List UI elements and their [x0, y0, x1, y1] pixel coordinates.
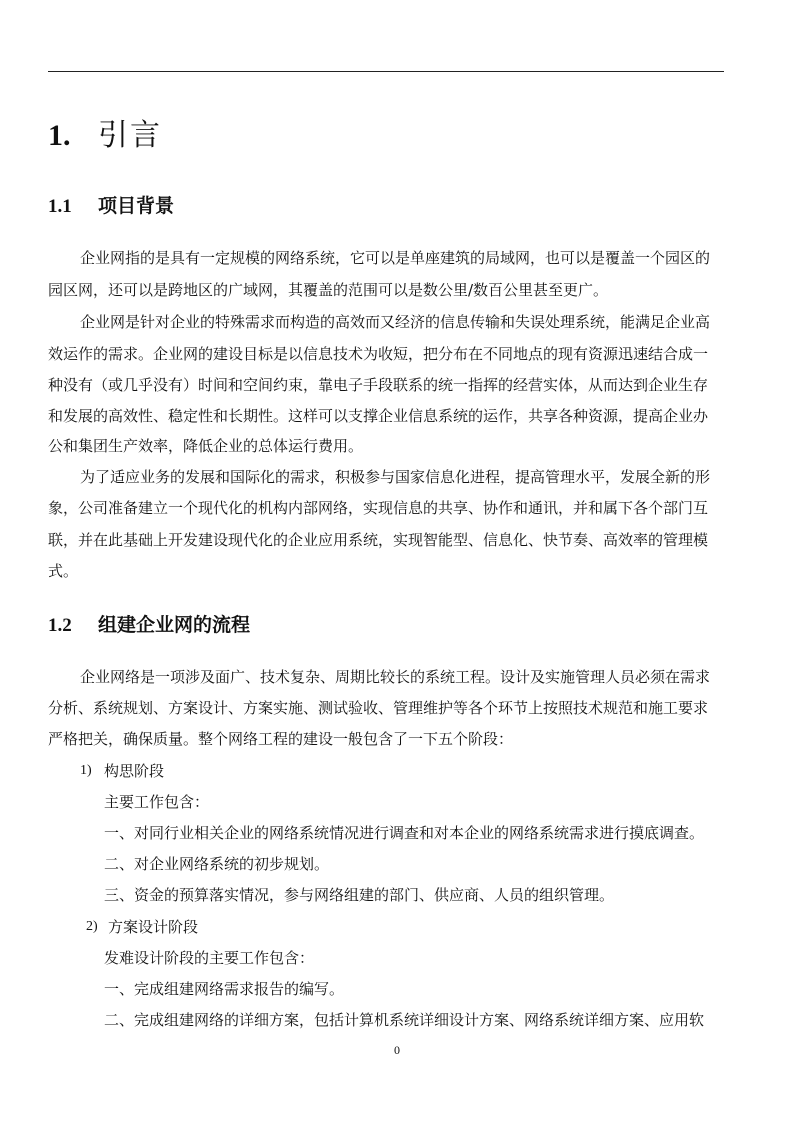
paragraph-line: 分析、系统规划、方案设计、方案实施、测试验收、管理维护等各个环节上按照技术规范和施工要求 — [48, 699, 709, 717]
stage-title: 方案设计阶段 — [108, 918, 199, 936]
section-title: 项目背景 — [98, 195, 175, 217]
paragraph-line: 企业网指的是具有一定规模的网络系统，它可以是单座建筑的局域网，也可以是覆盖一个园区的 — [80, 249, 711, 267]
section-number: 1.2 — [48, 615, 72, 636]
paragraph-line: 为了适应业务的发展和国际化的需求，积极参与国家信息化进程，提高管理水平，发展全新的形 — [80, 468, 711, 486]
paragraph-line: 严格把关，确保质量。整个网络工程的建设一般包含了一下五个阶段： — [48, 730, 514, 748]
stage-intro: 主要工作包含： — [104, 793, 210, 811]
page-number: 0 — [394, 1043, 400, 1057]
stage-item: 一、对同行业相关企业的网络系统情况进行调查和对本企业的网络系统需求进行摸底调查。 — [104, 824, 705, 842]
paragraph-line: 园区网，还可以是跨地区的广域网，其覆盖的范围可以是数公里/数百公里甚至更广。 — [48, 281, 609, 299]
header-rule — [48, 71, 724, 72]
paragraph-line: 式。 — [48, 562, 79, 580]
paragraph-line: 企业网络是一项涉及面广、技术复杂、周期比较长的系统工程。设计及实施管理人员必须在需求 — [80, 668, 711, 686]
stage-item: 三、资金的预算落实情况，参与网络组建的部门、供应商、人员的组织管理。 — [104, 886, 615, 904]
list-marker: 2) — [86, 919, 98, 934]
paragraph-line: 公和集团生产效率，降低企业的总体运行费用。 — [48, 437, 364, 455]
section-heading-1-1 — [48, 193, 174, 220]
paragraph-line: 象，公司准备建立一个现代化的机构内部网络，实现信息的共享、协作和通讯，并和属下各个部门互 — [48, 499, 709, 517]
paragraph-line: 种没有（或几乎没有）时间和空间约束，靠电子手段联系的统一指挥的经营实体，从而达到企业生存 — [48, 376, 709, 394]
section-title: 组建企业网的流程 — [98, 614, 251, 636]
paragraph-line: 和发展的高效性、稳定性和长期性。这样可以支撑企业信息系统的运作，共享各种资源，提高企业办 — [48, 407, 709, 425]
paragraph-line: 联，并在此基础上开发建设现代化的企业应用系统，实现智能型、信息化、快节奏、高效率的管理模 — [48, 531, 709, 549]
list-marker: 1) — [80, 763, 92, 778]
stage-item: 二、完成组建网络的详细方案，包括计算机系统详细设计方案、网络系统详细方案、应用软 — [104, 1011, 705, 1029]
section-heading-1-2 — [48, 612, 250, 639]
stage-title: 构思阶段 — [104, 762, 165, 780]
chapter-title: 引言 — [98, 118, 162, 153]
paragraph-line: 企业网是针对企业的特殊需求而构造的高效而又经济的信息传输和失误处理系统，能满足企业高 — [80, 313, 711, 331]
stage-intro: 发难设计阶段的主要工作包含： — [104, 949, 315, 967]
section-number: 1.1 — [48, 196, 72, 217]
chapter-number: 1. — [48, 119, 71, 152]
paragraph-line: 效运作的需求。企业网的建设目标是以信息技术为收短，把分布在不同地点的现有资源迅速结合成一 — [48, 345, 709, 363]
stage-item: 二、对企业网络系统的初步规划。 — [104, 855, 330, 873]
stage-item: 一、完成组建网络需求报告的编写。 — [104, 980, 345, 998]
chapter-heading — [48, 116, 162, 156]
